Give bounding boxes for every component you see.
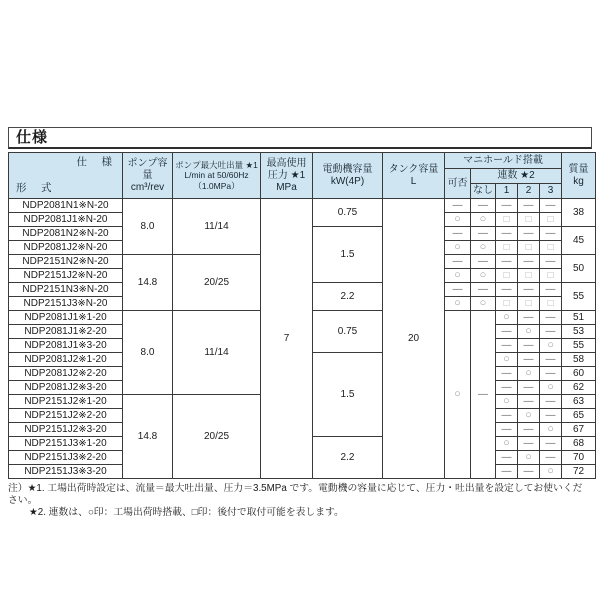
rensu1-cell: □: [496, 241, 518, 255]
rensu2-cell: ○: [518, 451, 540, 465]
pump-capacity-cell: 8.0: [123, 199, 173, 255]
mass-cell: 45: [562, 227, 596, 255]
model-cell: NDP2151J3※2-20: [9, 451, 123, 465]
rensu3-cell: —: [540, 255, 562, 269]
kahi-cell: —: [445, 283, 471, 297]
rensu1-cell: ○: [496, 395, 518, 409]
mass-cell: 67: [562, 423, 596, 437]
rensu3-cell: —: [540, 325, 562, 339]
nashi-cell: ○: [471, 269, 496, 283]
tank-capacity-cell: 20: [383, 199, 445, 479]
kahi-cell: ○: [445, 241, 471, 255]
max-discharge-cell: 11/14: [173, 311, 261, 395]
mass-cell: 70: [562, 451, 596, 465]
nashi-cell: —: [471, 311, 496, 479]
section-title-text: 仕様: [16, 129, 49, 146]
mass-cell: 63: [562, 395, 596, 409]
motor-capacity-header: 電動機容量 kW(4P): [313, 153, 383, 199]
rensu2-cell: ○: [518, 367, 540, 381]
mass-cell: 51: [562, 311, 596, 325]
model-cell: NDP2151J2※3-20: [9, 423, 123, 437]
rensu2-cell: —: [518, 255, 540, 269]
motor-capacity-cell: 0.75: [313, 199, 383, 227]
kahi-cell: ○: [445, 213, 471, 227]
model-cell: NDP2081J2※N-20: [9, 241, 123, 255]
rensu2-cell: ○: [518, 409, 540, 423]
corner-label-spec: 仕 様: [76, 156, 114, 168]
section-title: [8, 127, 592, 149]
nashi-cell: ○: [471, 297, 496, 311]
kahi-cell: ○: [445, 311, 471, 479]
nashi-cell: —: [471, 227, 496, 241]
corner-cell: [9, 153, 123, 199]
rensu2-cell: —: [518, 283, 540, 297]
max-pressure-cell: 7: [261, 199, 313, 479]
rensu1-cell: —: [496, 451, 518, 465]
motor-capacity-cell: 1.5: [313, 353, 383, 437]
manifold-header: マニホールド搭載: [445, 153, 562, 169]
rensu1-cell: —: [496, 227, 518, 241]
rensu3-cell: ○: [540, 381, 562, 395]
rensu3-cell: ○: [540, 423, 562, 437]
nashi-cell: ○: [471, 213, 496, 227]
mass-cell: 65: [562, 409, 596, 423]
mass-cell: 53: [562, 325, 596, 339]
model-cell: NDP2151J2※2-20: [9, 409, 123, 423]
mass-cell: 60: [562, 367, 596, 381]
model-cell: NDP2151J3※N-20: [9, 297, 123, 311]
model-cell: NDP2081J1※1-20: [9, 311, 123, 325]
footnote-2: ★2. 連数は、○印：工場出荷時搭載、□印：後付で取付可能を表します。: [29, 506, 344, 518]
rensu3-cell: —: [540, 451, 562, 465]
rensu3-cell: —: [540, 227, 562, 241]
nashi-cell: —: [471, 283, 496, 297]
rensu-none-header: なし: [471, 184, 496, 199]
mass-cell: 50: [562, 255, 596, 283]
rensu2-cell: —: [518, 465, 540, 479]
model-cell: NDP2151J3※3-20: [9, 465, 123, 479]
pump-capacity-cell: 14.8: [123, 395, 173, 479]
rensu2-cell: —: [518, 199, 540, 213]
spec-table: [8, 152, 596, 479]
rensu1-cell: □: [496, 269, 518, 283]
rensu2-cell: —: [518, 227, 540, 241]
kahi-cell: —: [445, 199, 471, 213]
rensu3-cell: —: [540, 353, 562, 367]
rensu3-cell: —: [540, 311, 562, 325]
tank-capacity-header: タンク容量 L: [383, 153, 445, 199]
rensu2-cell: —: [518, 353, 540, 367]
rensu3-cell: —: [540, 437, 562, 451]
kahi-cell: ○: [445, 269, 471, 283]
motor-capacity-cell: 2.2: [313, 437, 383, 479]
model-cell: NDP2081N2※N-20: [9, 227, 123, 241]
max-pressure-header: 最高使用 圧力 ★1 MPa: [261, 153, 313, 199]
rensu3-cell: —: [540, 367, 562, 381]
rensu2-cell: □: [518, 297, 540, 311]
max-discharge-cell: 20/25: [173, 255, 261, 311]
rensu-3-header: 3: [540, 184, 562, 199]
rensu1-cell: —: [496, 339, 518, 353]
rensu-2-header: 2: [518, 184, 540, 199]
rensu3-cell: ○: [540, 339, 562, 353]
model-cell: NDP2151J3※1-20: [9, 437, 123, 451]
pump-capacity-cell: 14.8: [123, 255, 173, 311]
rensu2-cell: —: [518, 381, 540, 395]
rensu3-cell: —: [540, 199, 562, 213]
rensu1-cell: ○: [496, 311, 518, 325]
max-discharge-cell: 11/14: [173, 199, 261, 255]
nashi-cell: —: [471, 199, 496, 213]
mass-cell: 62: [562, 381, 596, 395]
model-cell: NDP2151N2※N-20: [9, 255, 123, 269]
motor-capacity-cell: 0.75: [313, 311, 383, 353]
kahi-cell: —: [445, 255, 471, 269]
rensu1-cell: —: [496, 367, 518, 381]
rensu3-cell: —: [540, 283, 562, 297]
rensu2-cell: —: [518, 339, 540, 353]
rensu3-cell: □: [540, 297, 562, 311]
rensu1-cell: —: [496, 283, 518, 297]
mass-cell: 38: [562, 199, 596, 227]
rensu3-cell: □: [540, 269, 562, 283]
rensu1-cell: —: [496, 199, 518, 213]
rensu1-cell: ○: [496, 437, 518, 451]
model-cell: NDP2151N3※N-20: [9, 283, 123, 297]
rensu2-cell: □: [518, 241, 540, 255]
model-cell: NDP2081J2※3-20: [9, 381, 123, 395]
rensu1-cell: —: [496, 255, 518, 269]
model-cell: NDP2081J2※2-20: [9, 367, 123, 381]
rensu1-cell: —: [496, 381, 518, 395]
mass-cell: 68: [562, 437, 596, 451]
kahi-cell: —: [445, 227, 471, 241]
table-row: [9, 199, 596, 213]
rensu1-cell: —: [496, 409, 518, 423]
rensu1-cell: □: [496, 297, 518, 311]
rensu2-cell: —: [518, 423, 540, 437]
kahi-cell: ○: [445, 297, 471, 311]
mass-cell: 72: [562, 465, 596, 479]
rensu3-cell: —: [540, 395, 562, 409]
rensu1-cell: —: [496, 465, 518, 479]
rensu1-cell: —: [496, 423, 518, 437]
mass-cell: 55: [562, 339, 596, 353]
rensu3-cell: —: [540, 409, 562, 423]
rensu3-cell: □: [540, 241, 562, 255]
manifold-kahi-header: 可否: [445, 169, 471, 199]
model-cell: NDP2081J2※1-20: [9, 353, 123, 367]
motor-capacity-cell: 1.5: [313, 227, 383, 283]
rensu2-cell: □: [518, 269, 540, 283]
rensu1-cell: —: [496, 325, 518, 339]
model-cell: NDP2151J2※1-20: [9, 395, 123, 409]
rensu-1-header: 1: [496, 184, 518, 199]
rensu3-cell: □: [540, 213, 562, 227]
model-cell: NDP2081J1※3-20: [9, 339, 123, 353]
max-discharge-cell: 20/25: [173, 395, 261, 479]
mass-cell: 58: [562, 353, 596, 367]
model-cell: NDP2081N1※N-20: [9, 199, 123, 213]
footnotes: [8, 483, 592, 519]
model-cell: NDP2151J2※N-20: [9, 269, 123, 283]
pump-capacity-cell: 8.0: [123, 311, 173, 395]
rensu2-cell: —: [518, 395, 540, 409]
rensu1-cell: □: [496, 213, 518, 227]
rensu1-cell: ○: [496, 353, 518, 367]
max-discharge-header: ポンプ最大吐出量 ★1 L/min at 50/60Hz （1.0MPa）: [173, 153, 261, 199]
mass-header: 質量 kg: [562, 153, 596, 199]
mass-cell: 55: [562, 283, 596, 311]
rensu2-cell: —: [518, 311, 540, 325]
rensu2-cell: □: [518, 213, 540, 227]
footnote-1: 注）★1. 工場出荷時設定は、流量＝最大吐出量、圧力＝3.5MPa です。電動機の容量に応じて、圧力・吐出量を設定してお使いください。: [8, 483, 583, 506]
rensu2-cell: ○: [518, 325, 540, 339]
spec-page: [8, 127, 592, 519]
nashi-cell: —: [471, 255, 496, 269]
model-cell: NDP2081J1※2-20: [9, 325, 123, 339]
rensu2-cell: —: [518, 437, 540, 451]
nashi-cell: ○: [471, 241, 496, 255]
motor-capacity-cell: 2.2: [313, 283, 383, 311]
pump-capacity-header: ポンプ容量 cm³/rev: [123, 153, 173, 199]
corner-label-model: 形 式: [16, 182, 54, 195]
model-cell: NDP2081J1※N-20: [9, 213, 123, 227]
rensu3-cell: ○: [540, 465, 562, 479]
manifold-rensu-header: 連数 ★2: [471, 169, 562, 184]
